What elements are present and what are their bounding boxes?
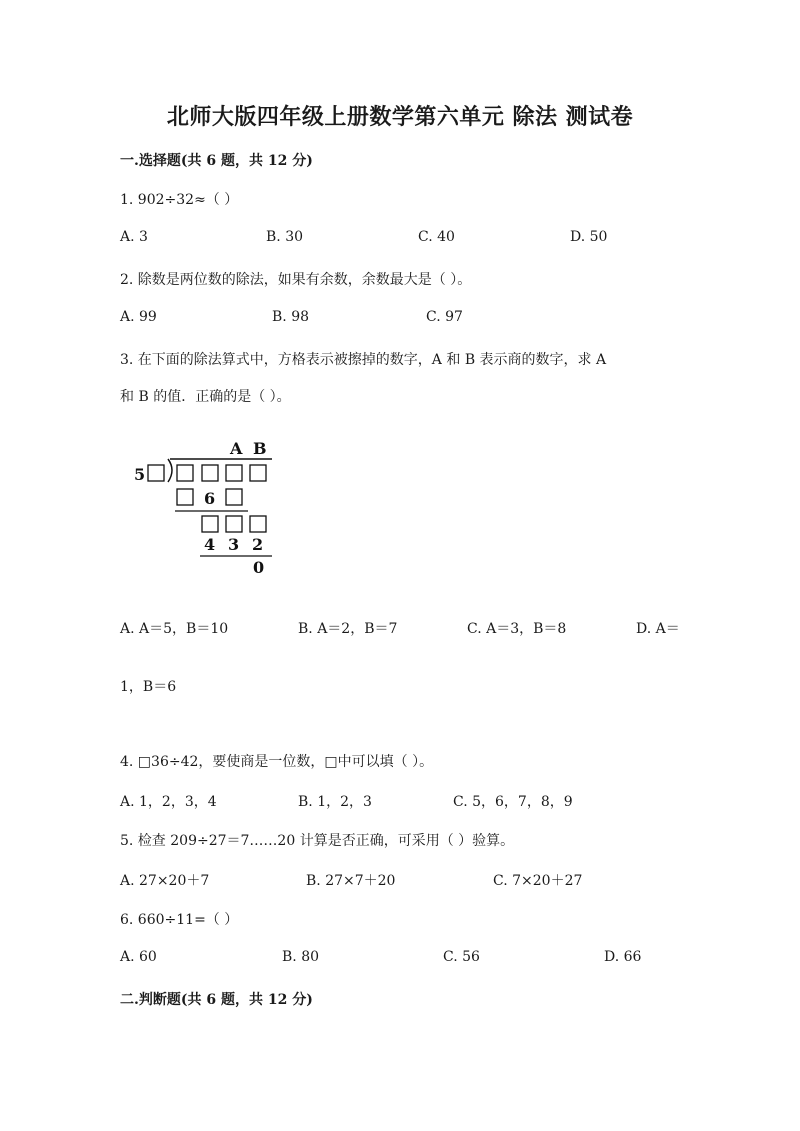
section-heading-choice: 一.选择题(共 6 题，共 12 分) [120, 153, 313, 169]
divisor-digit: 5 [134, 465, 146, 484]
blank-box [226, 465, 242, 481]
question-2: 2. 除数是两位数的除法，如果有余数，余数最大是（ ）。 [120, 272, 472, 288]
question-5: 5. 检查 209÷27＝7……20 计算是否正确，可采用（ ）验算。 [120, 833, 515, 849]
q5-option-a: A. 27×20＋7 [120, 873, 210, 889]
remainder-digit: 0 [253, 558, 265, 577]
blank-box [202, 465, 218, 481]
q2-option-c: C. 97 [426, 309, 463, 325]
q6-option-a: A. 60 [120, 949, 157, 965]
q4-option-b: B. 1，2，3 [298, 794, 372, 810]
question-1: 1. 902÷32≈（ ） [120, 192, 239, 208]
q1-option-a: A. 3 [120, 229, 148, 245]
q3-option-d-continued: 1，B＝6 [120, 679, 177, 695]
blank-box [177, 489, 193, 505]
blank-box [250, 465, 266, 481]
q6-option-d: D. 66 [604, 949, 642, 965]
quotient-digit-a: A [230, 439, 243, 458]
q1-option-b: B. 30 [266, 229, 304, 245]
quotient-digit-b: B [253, 439, 267, 458]
q6-option-c: C. 56 [443, 949, 480, 965]
q5-option-b: B. 27×7＋20 [306, 873, 396, 889]
q3-option-a: A. A＝5，B＝10 [120, 621, 229, 637]
question-6: 6. 660÷11=（ ） [120, 912, 239, 928]
blank-box [226, 489, 242, 505]
q1-option-d: D. 50 [570, 229, 608, 245]
blank-box [148, 465, 164, 481]
q2-option-a: A. 99 [120, 309, 157, 325]
row4-digit: 4 [204, 535, 216, 554]
row4-digit: 2 [252, 535, 264, 554]
q4-option-a: A. 1，2，3，4 [120, 794, 217, 810]
q1-option-c: C. 40 [418, 229, 455, 245]
blank-box [250, 516, 266, 532]
partial-product-digit: 6 [204, 489, 216, 508]
q3-option-b: B. A＝2，B＝7 [298, 621, 398, 637]
long-division-diagram [120, 432, 290, 582]
q3-option-d: D. A＝ [636, 621, 680, 637]
q2-option-b: B. 98 [272, 309, 310, 325]
question-3-line-1: 3. 在下面的除法算式中，方格表示被擦掉的数字，A 和 B 表示商的数字，求 A [120, 352, 607, 368]
blank-box [177, 465, 193, 481]
section-heading-true-false: 二.判断题(共 6 题，共 12 分) [120, 992, 313, 1008]
q5-option-c: C. 7×20＋27 [493, 873, 583, 889]
q6-option-b: B. 80 [282, 949, 320, 965]
question-3-line-2: 和 B 的值．正确的是（ ）。 [120, 389, 291, 405]
question-4: 4. □36÷42，要使商是一位数，□中可以填（ ）。 [120, 754, 434, 770]
q4-option-c: C. 5，6，7，8，9 [453, 794, 573, 810]
blank-box [226, 516, 242, 532]
division-bracket [168, 459, 172, 482]
q3-option-c: C. A＝3，B＝8 [467, 621, 567, 637]
page-title: 北师大版四年级上册数学第六单元 除法 测试卷 [166, 104, 634, 130]
blank-box [202, 516, 218, 532]
row4-digit: 3 [228, 535, 240, 554]
